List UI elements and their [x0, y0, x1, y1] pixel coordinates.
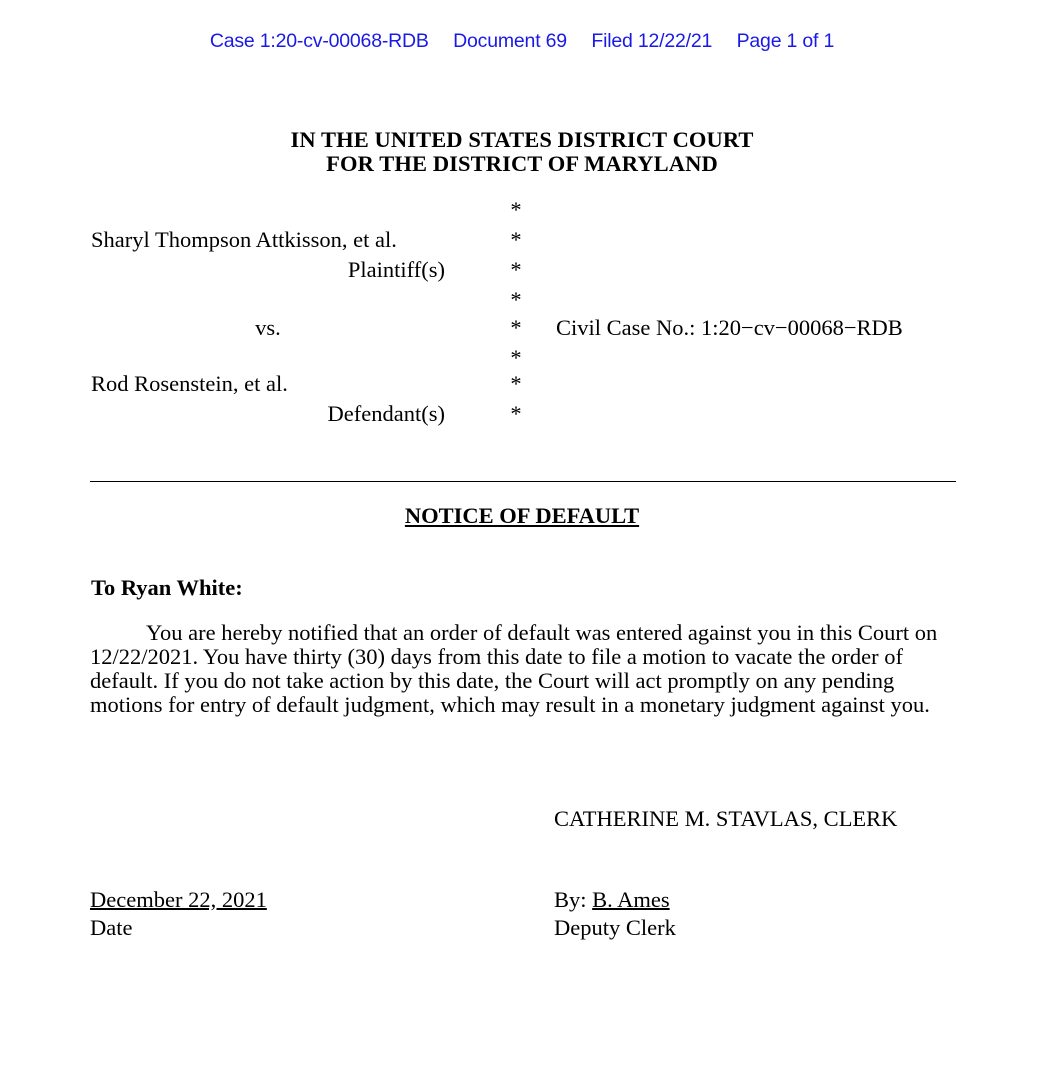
- caption-row: [0, 286, 1044, 313]
- case-caption: [0, 196, 1044, 436]
- caption-row: [0, 196, 1044, 223]
- caption-separator-asterisk: *: [510, 315, 522, 340]
- document-heading: [0, 503, 1044, 529]
- ecf-filed-date: Filed 12/22/21: [591, 30, 713, 52]
- caption-separator-asterisk: *: [510, 345, 522, 370]
- caption-row: [0, 256, 1044, 283]
- signature-date-label: Date: [90, 915, 133, 940]
- deputy-clerk-signature: [554, 887, 670, 913]
- court-title-line-2: FOR THE DISTRICT OF MARYLAND: [326, 150, 718, 176]
- defendant-label: Defendant(s): [327, 401, 445, 426]
- versus-label: vs.: [255, 315, 281, 340]
- signature-by-prefix: By:: [554, 887, 593, 912]
- document-heading-text: NOTICE OF DEFAULT: [404, 503, 640, 528]
- deputy-clerk-name: B. Ames: [592, 887, 670, 912]
- caption-separator-asterisk: *: [510, 371, 522, 396]
- clerk-name: CATHERINE M. STAVLAS, CLERK: [554, 806, 898, 831]
- signature-date-value: December 22, 2021: [90, 887, 267, 912]
- defendant-name: Rod Rosenstein, et al.: [91, 371, 288, 396]
- notice-body-paragraph: You are hereby notified that an order of default was entered against you in this Court on 12/22/2021. You have thirty (30) days from this date to file a motion to vacate the order of default. If you do not take action by this date, the Court will act promptly on any pending motions for entry of default judgment, which may result in a monetary judgment against you.: [90, 620, 938, 717]
- caption-row: [0, 314, 1044, 341]
- caption-separator-asterisk: *: [510, 197, 522, 222]
- caption-separator-asterisk: *: [510, 287, 522, 312]
- court-title-line-1: IN THE UNITED STATES DISTRICT COURT: [290, 127, 754, 152]
- caption-separator-asterisk: *: [510, 257, 522, 282]
- caption-divider-rule: [90, 481, 956, 482]
- caption-separator-asterisk: *: [510, 401, 522, 426]
- civil-case-number: Civil Case No.: 1:20−cv−00068−RDB: [556, 315, 903, 340]
- deputy-clerk-label: Deputy Clerk: [554, 915, 676, 940]
- caption-separator-asterisk: *: [510, 227, 522, 252]
- caption-row: [0, 370, 1044, 397]
- plaintiff-name: Sharyl Thompson Attkisson, et al.: [91, 227, 397, 252]
- caption-row: [0, 344, 1044, 371]
- ecf-case-number: Case 1:20-cv-00068-RDB: [209, 30, 429, 52]
- caption-row: [0, 400, 1044, 427]
- ecf-page-number: Page 1 of 1: [736, 30, 835, 52]
- caption-row: [0, 226, 1044, 253]
- court-title: [0, 128, 1044, 175]
- addressee-line: To Ryan White:: [91, 575, 243, 600]
- ecf-document-number: Document 69: [453, 30, 567, 52]
- ecf-filing-stamp: [0, 30, 1044, 53]
- plaintiff-label: Plaintiff(s): [347, 257, 445, 282]
